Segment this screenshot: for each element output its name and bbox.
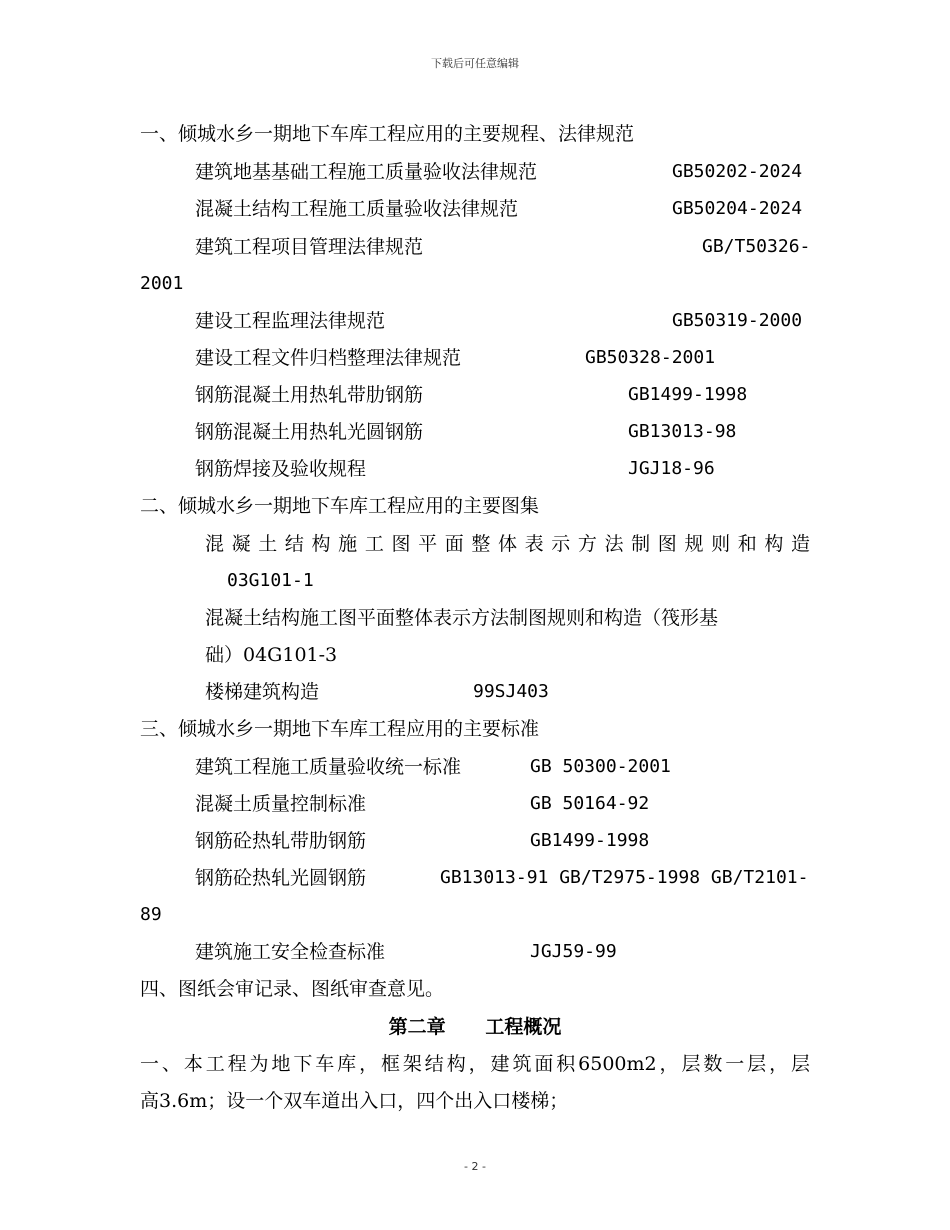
s1-item-name: 建设工程监理法律规范 xyxy=(195,310,386,332)
s3-item-code: GB1499-1998 xyxy=(530,830,650,851)
section1-title: 一、倾城水乡一期地下车库工程应用的主要规程、法律规范 xyxy=(140,123,635,145)
chapter-paragraph-line: 高3.6m；设一个双车道出入口，四个出入口楼梯； xyxy=(140,1090,569,1112)
s2-item-name: 楼梯建筑构造 xyxy=(205,681,320,703)
section3-title: 三、倾城水乡一期地下车库工程应用的主要标准 xyxy=(140,718,540,740)
s1-item-code: GB50328-2001 xyxy=(585,347,716,368)
s2-item-line: 混凝土结构施工图平面整体表示方法制图规则和构造（筏形基 xyxy=(205,607,719,629)
s3-item-name: 混凝土质量控制标准 xyxy=(195,793,367,815)
s3-item-code: GB13013-91 GB/T2975-1998 GB/T2101- xyxy=(440,867,809,888)
s1-item-code: GB/T50326- xyxy=(702,236,811,257)
s3-item-name: 建筑施工安全检查标准 xyxy=(195,941,386,963)
s3-item-name: 钢筋砼热轧光圆钢筋 xyxy=(195,867,367,889)
s3-item-code: GB 50164-92 xyxy=(530,793,650,814)
s2-item-line: 混凝土结构施工图平面整体表示方法制图规则和构造 xyxy=(205,533,810,555)
s3-item-name: 钢筋砼热轧带肋钢筋 xyxy=(195,830,367,852)
chapter-title: 第二章 工程概况 xyxy=(388,1016,562,1038)
s1-item-name: 钢筋混凝土用热轧带肋钢筋 xyxy=(195,384,424,406)
s1-item-code: JGJ18-96 xyxy=(628,458,715,479)
s1-item-code-cont: 2001 xyxy=(140,273,184,294)
s2-item-line: 础）04G101-3 xyxy=(205,644,338,666)
s1-item-name: 钢筋焊接及验收规程 xyxy=(195,458,367,480)
s1-item-name: 建设工程文件归档整理法律规范 xyxy=(195,347,462,369)
s2-item-code: 03G101-1 xyxy=(227,570,314,591)
s3-item-code-cont: 89 xyxy=(140,904,162,925)
page-footer: - 2 - xyxy=(464,1160,486,1173)
s1-item-name: 混凝土结构工程施工质量验收法律规范 xyxy=(195,198,519,220)
section2-title: 二、倾城水乡一期地下车库工程应用的主要图集 xyxy=(140,495,540,517)
s2-item-code: 99SJ403 xyxy=(473,681,549,702)
section4-title: 四、图纸会审记录、图纸审查意见。 xyxy=(140,978,445,1000)
s1-item-code: GB50319-2000 xyxy=(672,310,803,331)
s1-item-name: 钢筋混凝土用热轧光圆钢筋 xyxy=(195,421,424,443)
s3-item-code: JGJ59-99 xyxy=(530,941,617,962)
s3-item-code: GB 50300-2001 xyxy=(530,756,671,777)
page-header: 下载后可任意编辑 xyxy=(431,57,519,70)
s1-item-code: GB13013-98 xyxy=(628,421,737,442)
s1-item-code: GB1499-1998 xyxy=(628,384,748,405)
s1-item-name: 建筑地基基础工程施工质量验收法律规范 xyxy=(195,161,538,183)
chapter-paragraph-line: 一、本工程为地下车库，框架结构，建筑面积6500m2，层数一层，层 xyxy=(140,1053,810,1075)
s1-item-name: 建筑工程项目管理法律规范 xyxy=(195,236,424,258)
s3-item-name: 建筑工程施工质量验收统一标准 xyxy=(195,756,462,778)
s1-item-code: GB50204-2024 xyxy=(672,198,803,219)
s1-item-code: GB50202-2024 xyxy=(672,161,803,182)
